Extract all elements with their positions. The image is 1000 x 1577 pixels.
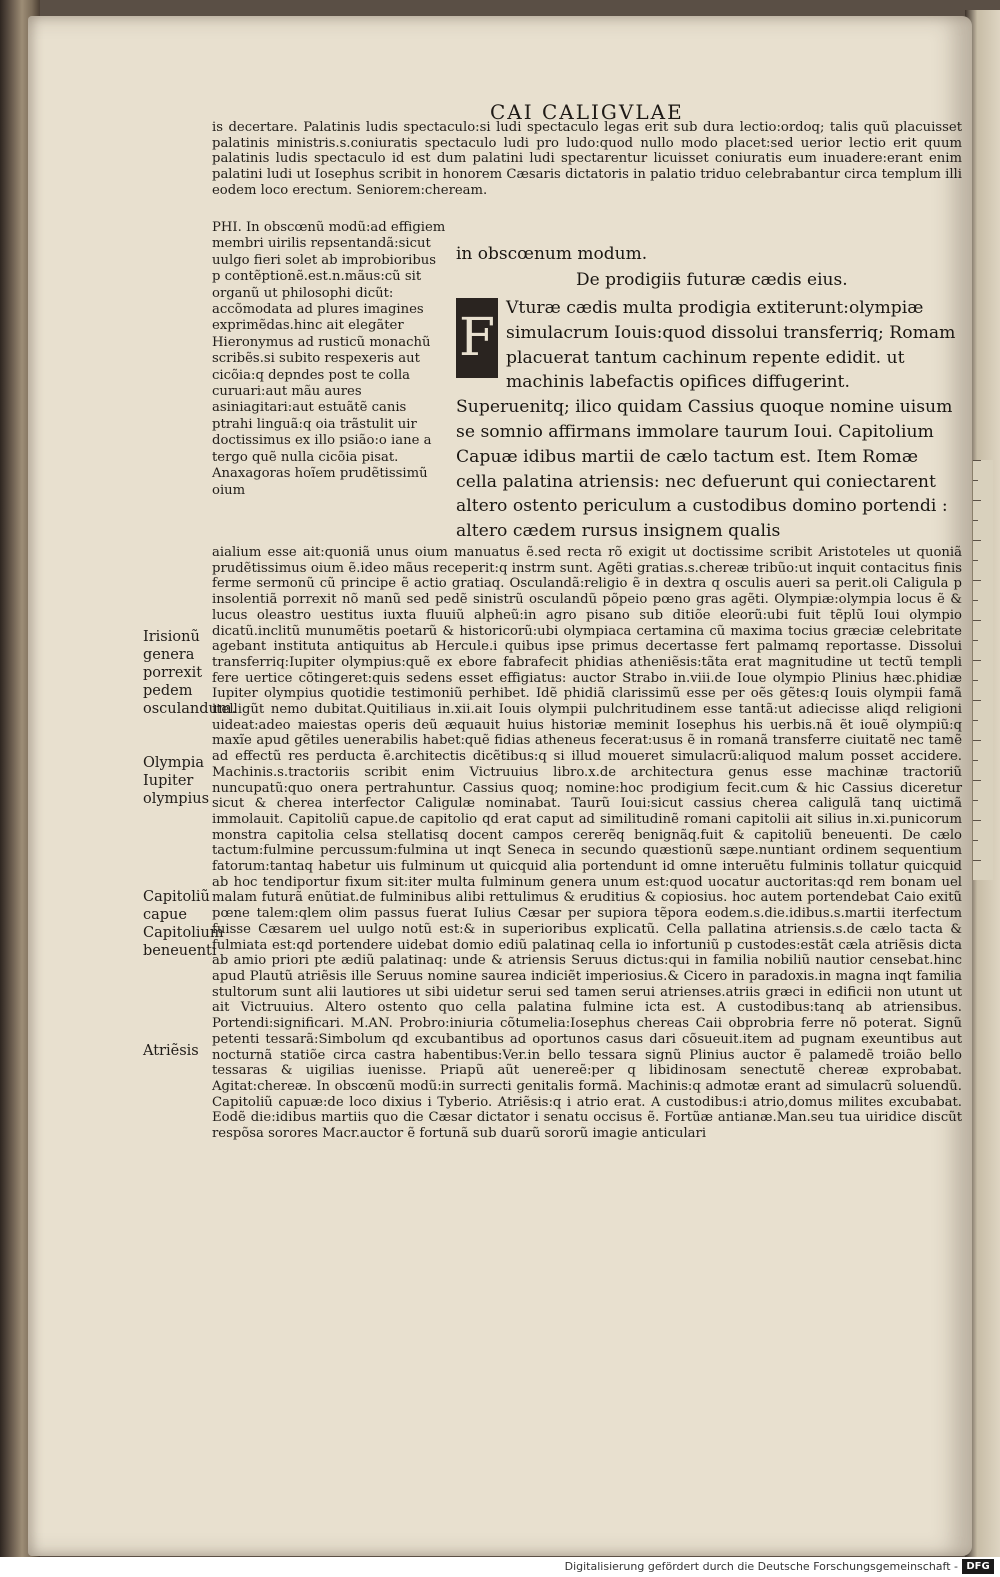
prodigia-paragraph	[456, 296, 961, 544]
top-paragraph: is decertare. Palatinis ludis spectaculo:si ludi spectaculo legas erit sub dura lectio:ordoq; talis quũ placuisset palatinis ministris.s.coniuratis spectaculo ludi pro ludo:quod nullo modo placet:sed uerior lectio erit quum palatinis ludis spectaculo id est dum palatini ludi spectarentur licuisset coniuratis eum inuadere:erant enim palatini ludi ut Iosephus scribit in honorem Cæsaris dictatoris in palatio triduo celebrabantur circa templum illi eodem loco erectum. Seniorem:cheream.	[212, 120, 962, 198]
margin-note-capitolium: Capitoliũ capue Capitolium beneuenti	[143, 889, 224, 959]
lemma-heading: in obscœnum modum.	[456, 244, 648, 264]
decorated-initial: F	[456, 298, 498, 378]
top-commentary	[212, 120, 962, 199]
footer-bar	[0, 1557, 1000, 1577]
running-title: CAI CALIGVLAE	[490, 100, 684, 124]
funding-notice: Digitalisierung gefördert durch die Deutsche Forschungsgemeinschaft -	[564, 1560, 958, 1573]
margin-note-irrisio: Irisionũ genera porrexit pedem osculandum.	[143, 629, 237, 717]
margin-note-atriensis: Atriẽsis	[143, 1043, 199, 1059]
prodigia-text: Vturæ cædis multa prodigia extiterunt:olympiæ simulacrum Iouis:quod dissolui transferriq; Romam placuerat tantum cachinum repente edidit. ut machinis labefactis opifices diffugerint. Superuenitq; ilico quidam Cassius quoque nomine uisum se somnio affirmans immolare taurum Ioui. Capitolium Capuæ idibus martii de cælo tactum est. Item Romæ cella palatina atriensis: nec defuerunt qui coniectarent altero ostento periculum a custodibus domino portendi : altero cædem rursus insignem qualis	[456, 298, 956, 542]
dfg-logo: DFG	[962, 1559, 994, 1574]
margin-note-olympia: Olympia Iupiter olympius	[143, 755, 210, 807]
main-text-column	[456, 240, 961, 544]
left-commentary-column: PHI. In obscœnũ modũ:ad effigiem membri uirilis repsentandã:sicut uulgo fieri solet ab improbioribus p contẽptionẽ.est.n.mãus:cũ sit organũ ut philosophi dicũt: accõmodata ad plures imagines exprimẽdas.hinc ait elegãter Hieronymus ad rusticũ monachũ scribẽs.si subito respexeris aut cicõia:q depndes post te colla curuari:aut mãu aures asiniagitari:aut estuãtẽ canis ptrahi linguã:q oia trãstulit uir doctissimus ex illo psião:o iane a tergo quẽ nulla cicõia pisat. Anaxagoras hoĩem prudẽtissimũ oium	[212, 220, 446, 498]
section-heading: De prodigiis futuræ cædis eius.	[576, 270, 848, 290]
lower-commentary: aialium esse ait:quoniã unus oium manuatus ẽ.sed recta rõ exigit ut doctissime scribit Aristoteles ut quoniã prudẽtissimus oium ẽ.ideo mãus receperit:q instrm sunt. Agẽti gratias.s.chereæ tribũo:ut inquit contacitus finis ferme sermonũ cũ principe ẽ actio gratiaq. Osculandã:religio ẽ in dextra q osculis aueri sa perit.oli Caligula p insolentiã porrexit nõ manũ sed pedẽ sinistrũ osculandũ põpeio pœno gras agẽti. Olympiæ:olympia locus ẽ & lucus oleastro uestitus iuxta fluuiũ alpheũ:in agro pisano sub ditiõe eleorũ:ubi fuit tẽplũ Ioui olympio dicatũ.inclitũ munumẽtis poetarũ & historicorũ:ubi olympiaca certamina cũ maxima tocius græciæ celebritate agebant instituta antiquitus ab Hercule.i quibus ipse primus decertasse fert palmamq reportasse. Dissolui transferriq:Iupiter olympius:quẽ ex ebore fabrafecit phidias atheniẽsis:tãta erat magnitudine ut tectũ templi fere uertice cõtingeret:quis sedens esset effigiatus: auctor Strabo in.viii.de Ioue olympio Plinius hæc.phidiæ Iupiter olympius quotidie testimoniũ perhibet. Idẽ phidiã clarissimũ esse per oẽs gẽtes:q Iouis olympii famã itelligũt nemo dubitat.Quitiliaus in.xii.ait Iouis olympii pulchritudinem esse tantã:ut adiecisse aliqd religioni uideat:adeo maiestas operis deũ æquauit huius historiæ meminit Iosephus his uerbis.nã ẽt iouẽ olympiũ:q maxĩe apud gẽtiles uenerabilis habet:quẽ fidias atheneus fecerat:usus ẽ in romanã transferre ciuitatẽ nec tamẽ ad effectũ res perducta ẽ.architectis dicẽtibus:q si illud moueret simulacrũ:aliquod malum posset accidere. Machinis.s.tractoriis scribit enim Victruuius libro.x.de architectura genus esse machinæ tractoriũ nuncupatũ:quo onera pertrahuntur. Cassius quoq; nomine:hoc prodigium fecit.cum & hic Cassius diceretur sicut & cherea interfector Caligulæ nominabat. Taurũ Ioui:sicut cassius cherea caligulã tanq uictimã immolauit. Capitoliũ capue.de capitolio qd erat caput ad similitudinẽ romani capitolii ait silius in.xi.punicorum monstra capitolia celsa stellatisq docent campos cererẽq benignãq.fuit & capitoliũ beneuenti. De cælo tactum:fulmine percussum:fulmina ut inqt Seneca in secundo quæstionũ sæpe.nuntiant ordinem sequentium fatorum:tantaq habetur uis fulminum ut quicquid alia portendunt id omne interuẽtu fulminis tollatur quicquid ab hoc tendiportur fixum sit:iter multa fulminum genera unum est:quod uocatur auctoritas:qd rem bonam uel malam futurã enũtiat.de fulminibus alibi rettulimus & eruditius & copiosius. hoc autem portendebat Caio exitũ pœne talem:qlem olim passus fuerat Iulius Cæsar per supiora tẽpora eodem.s.die.idibus.s.martii iterfectum fuisse Cæsarem uel uulgo notũ est:& in superioribus explicatũ. Cella pallatina atriensis.s.de cælo tacta & fulmiata est:qd portendere uidebat domio ediũ palatinaq cella io infortuniũ p custodes:estãt cæla atriẽsis dicta ab amio priori pte ædiũ palatinaq: unde & atriensis Seruus dictus:qui in familia nobiliũ nautior censebat.hinc apud Plautũ atriẽsis ille Seruus nomine saurea indiciẽt imperiosius.& Cicero in paradoxis.in magna inqt familia stultorum sunt alii lautiores ut sibi uidetur serui sed tamen serui atrienses.atriis græci in edificii non utunt ut ait Victruuius. Altero ostento quo cella palatina fulmine icta est. A custodibus:tanq ab atriensibus. Portendi:significari. M.AN. Probro:iniuria cõtumelia:Iosephus chereas Caii obprobria ferre nõ poterat. Signũ petenti tessarã:Simbolum qd excubantibus ad oportunos casus dari cõsueuit.item ad pugnam exeuntibus aut nocturnã statiõe circa castra habentibus:Ver.in bello tessara signũ Plinius auctor ẽ palamedẽ troião bello tessaras & uigilias iuenisse. Priapũ aũt uenereẽ:per q libidinosam senectutẽ chereæ exprobabat. Agitat:chereæ. In obscœnũ modũ:in surrecti genitalis formã. Machinis:q admotæ erant ad simulacrũ soluendũ. Capitoliũ capuæ:de loco dixius i Tyberio. Atriẽsis:q i atrio erat. A custodibus:i atrio,domus milites excubabat. Eodẽ die:idibus martiis quo die Cæsar dictator i senatu occisus ẽ. Fortũæ antianæ.Man.seu tua uiridice discũt respõsa sorores Macr.auctor ẽ fortunã sub duarũ sororũ imagie anticulari	[212, 545, 962, 1142]
measuring-ruler	[972, 460, 993, 880]
